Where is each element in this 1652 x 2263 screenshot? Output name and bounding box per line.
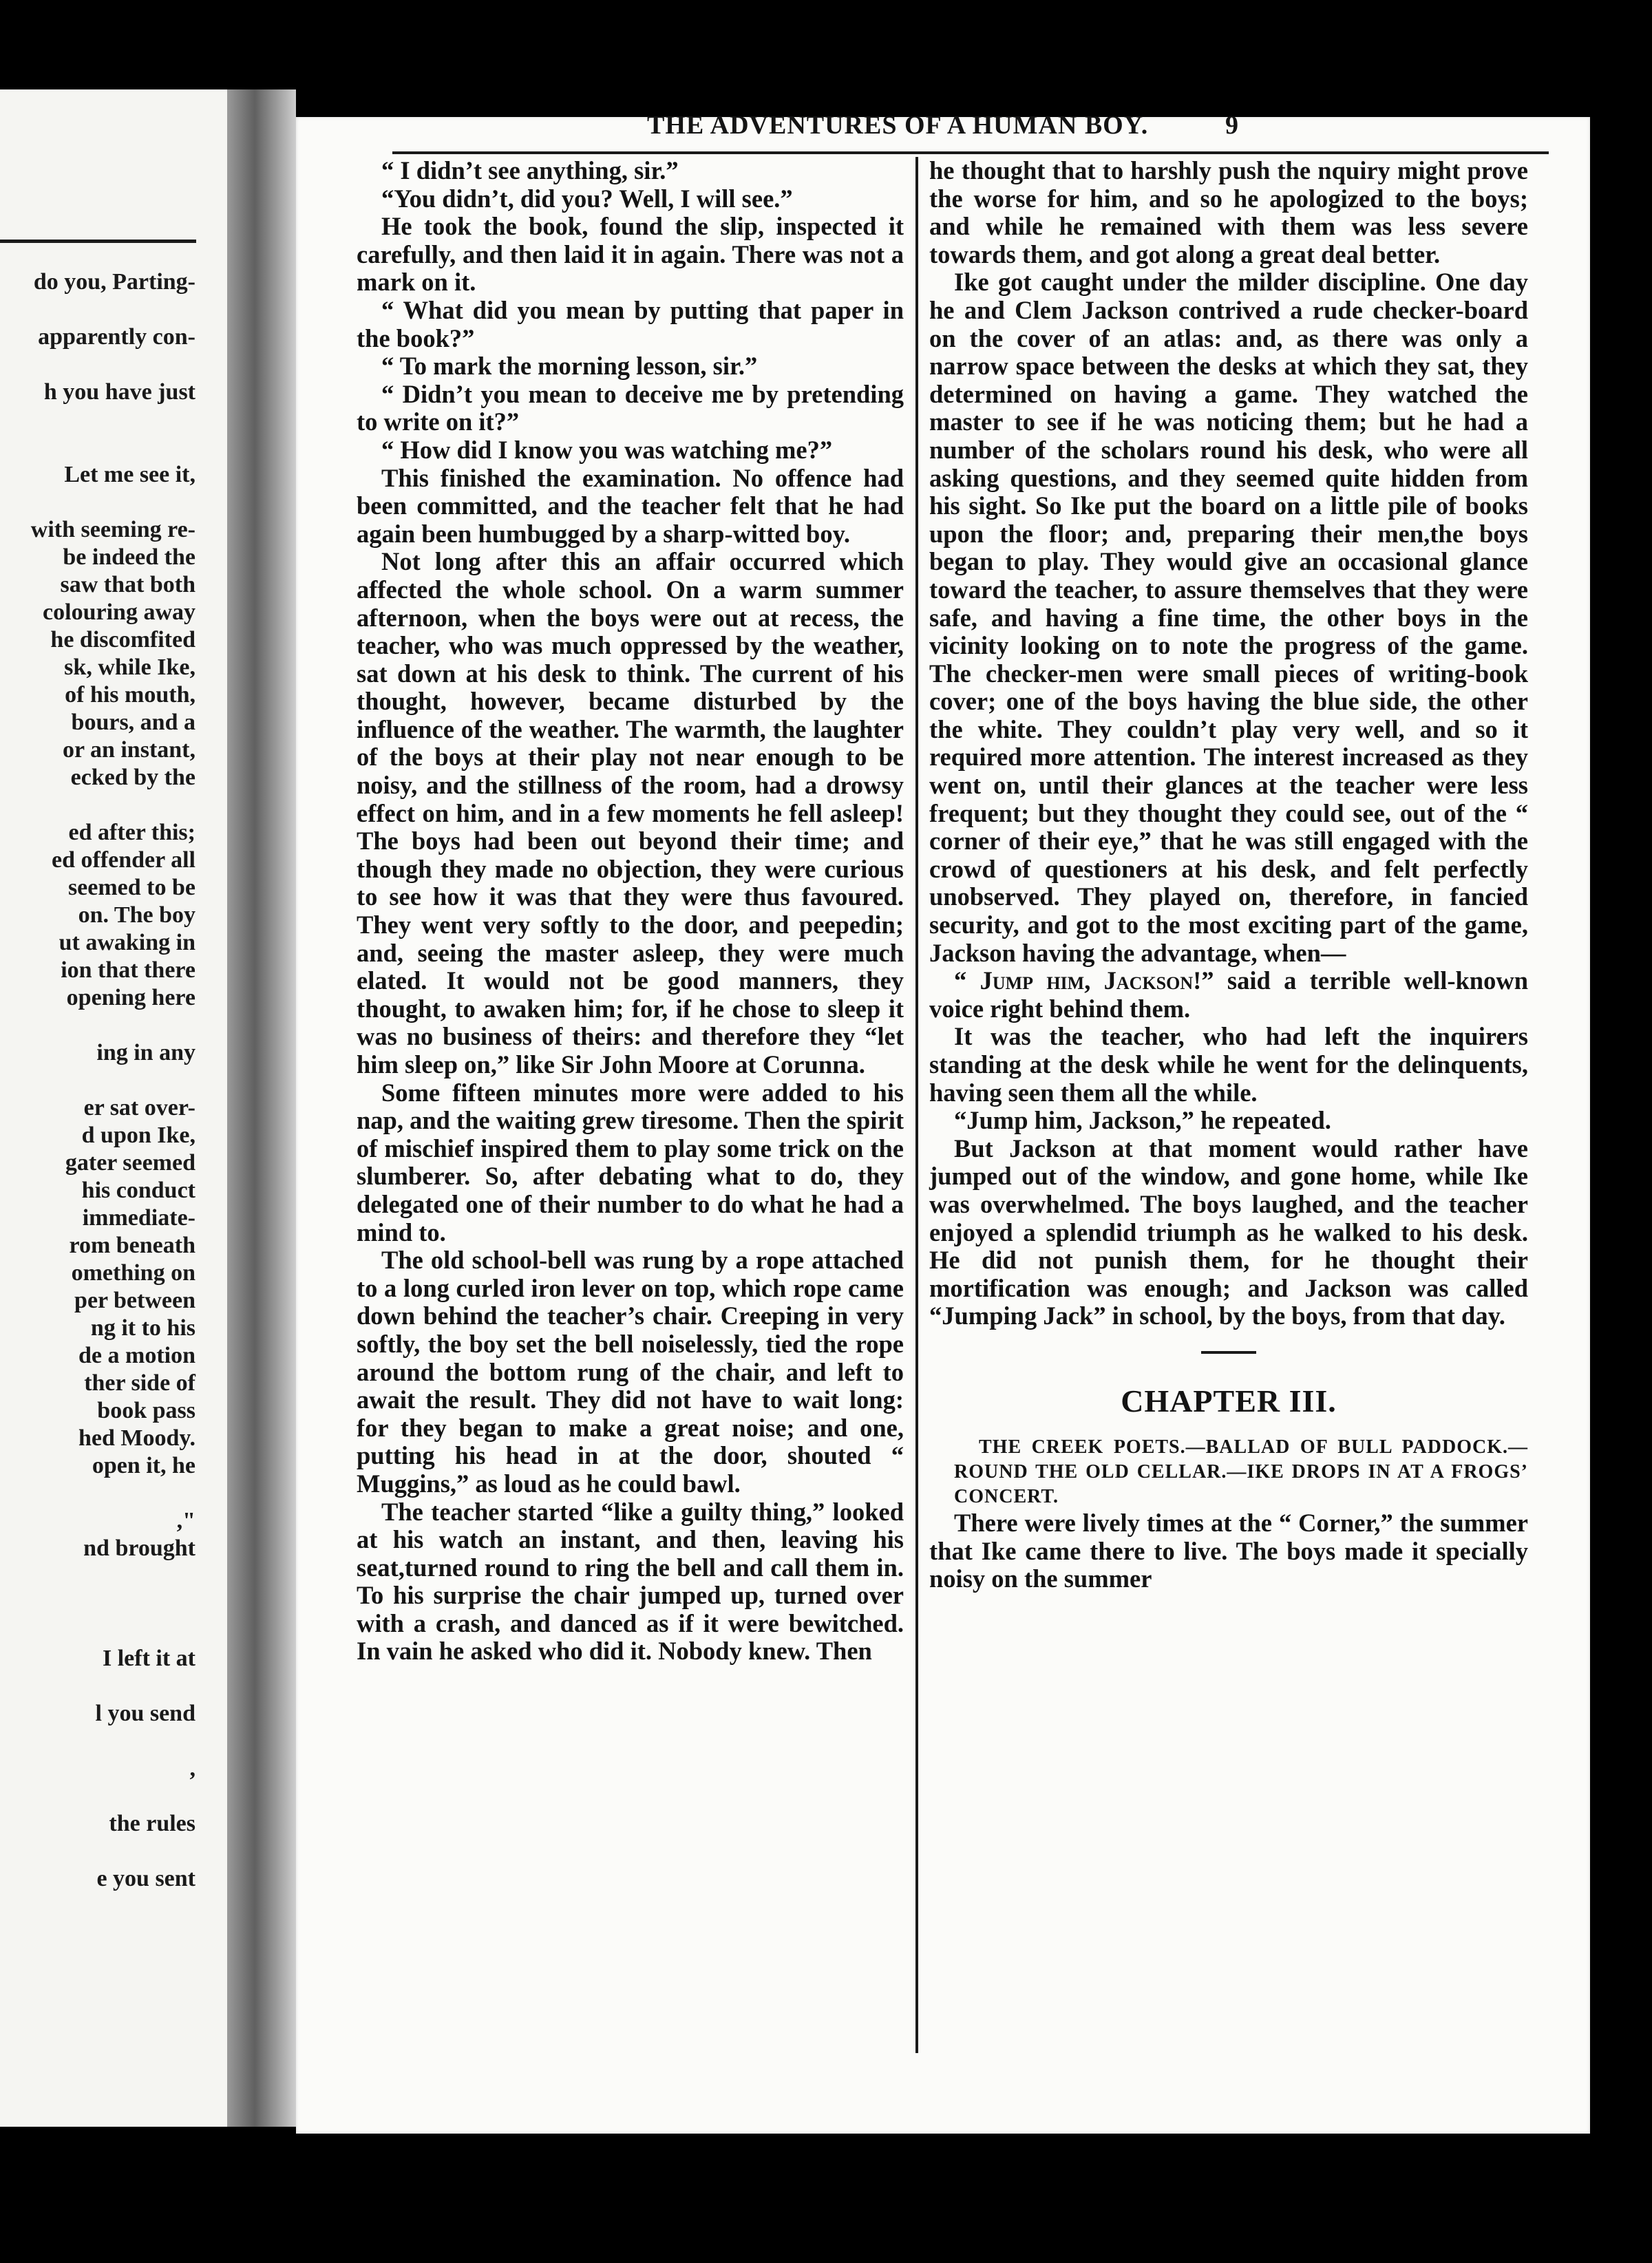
left-page-line: sk, while Ike, (64, 655, 195, 680)
left-page-line: ut awaking in (59, 930, 195, 955)
left-page-line: his conduct (81, 1178, 195, 1203)
left-page-line: de a motion (78, 1343, 195, 1368)
left-page-line: open it, he (92, 1453, 195, 1478)
paragraph: “ Didn’t you mean to deceive me by pretending to write on it?” (357, 379, 904, 436)
paragraph: “ What did you mean by putting that paper in the book?” (357, 295, 904, 352)
paragraph: It was the teacher, who had left the inquirers standing at the desk while he went for the delinquents, having seen them all the while. (929, 1022, 1528, 1107)
left-page-line: rom beneath (69, 1233, 195, 1258)
left-page-line: the rules (109, 1811, 195, 1836)
left-page-line: of his mouth, (65, 682, 195, 708)
left-page-line: ecked by the (70, 765, 195, 790)
left-page-line: ther side of (84, 1370, 195, 1396)
paragraph: “You didn’t, did you? Well, I will see.” (381, 184, 793, 213)
paragraph: The old school-bell was rung by a rope attached to a long curled iron lever on top, which rope came down behind the teacher’s chair. Creeping in very softly, the boy set the bell noiselessly, tied the rope around the bottom rung of the chair, and left to await the result. They did not have to wait long: for they began to make a great noise; and one, putting his head in at the door, shouted “ Muggins,” as loud as he could bawl. (357, 1246, 904, 1498)
jump-him-quote: “ Jump him, Jackson!” (954, 966, 1214, 995)
page-number: 9 (1225, 111, 1239, 140)
left-page-line: I left it at (102, 1646, 195, 1671)
left-page-line: colouring away (43, 599, 195, 625)
left-page-line: per between (74, 1288, 195, 1313)
left-page-line: ed offender all (51, 847, 195, 873)
left-page-line: on. The boy (78, 902, 195, 928)
left-page-line: ng it to his (90, 1315, 195, 1341)
left-page-rule (0, 240, 196, 243)
left-page-line: opening here (66, 985, 195, 1010)
left-page-line: nd brought (83, 1536, 195, 1561)
book-spine (227, 89, 296, 2127)
paragraph: Not long after this an affair occurred which affected the whole school. On a warm summer afternoon, when the boys were out at recess, the teacher, who was much oppressed by the weather, sat down at his desk to think. The current of his thought, however, became disturbed by the influence of the weather. The warmth, the laughter of the boys at their play not near enough to be noisy, and the stillness of the room, had a drowsy effect on him, and in a few moments he fell asleep! The boys had been out beyond their time; and though they made no objection, they were curious to see how it was that they were thus favoured. They went very softly to the door, and peepedin; and, seeing the master asleep, they were much elated. It would not be good manners, they thought, to awaken him; for, if he chose to sleep it was no business of theirs: and therefore they “let him sleep on,” like Sir John Moore at Corunna. (357, 547, 904, 1079)
chapter-heading: CHAPTER III. (1121, 1383, 1337, 1419)
left-page-line: h you have just (43, 379, 195, 405)
paragraph: he thought that to harshly push the nquiry might prove the worse for him, and so he apologized to the boys; and while he remained with them was less severe towards them, and got along a great deal better. (929, 156, 1528, 268)
left-page-line: gater seemed (65, 1150, 195, 1176)
paragraph: Some fifteen minutes more were added to his nap, and the waiting grew tiresome. Then the spirit of mischief inspired them to play some trick on the slumberer. So, after debating what to do, they delegated one of their number to do what he had a mind to. (357, 1078, 904, 1246)
left-page-line: he discomfited (50, 627, 195, 652)
column-divider (915, 157, 918, 2053)
paragraph: The teacher started “like a guilty thing,” looked at his watch an instant, and then, leaving his seat,turned round to ring the bell and call them in. To his surprise the chair jumped up, turned over with a crash, and danced as if it were bewitched. In vain he asked who did it. Nobody knew. Then (357, 1497, 904, 1666)
left-page-line: ion that there (61, 957, 195, 983)
paragraph-jump-him (929, 967, 1528, 1023)
paragraph: He took the book, found the slip, inspected it carefully, and then laid it in again. There was not a mark on it. (357, 212, 904, 297)
left-page-line: , (189, 1756, 195, 1781)
left-page-line: Let me see it, (64, 462, 195, 487)
section-rule (1201, 1351, 1256, 1354)
paragraph: “ How did I know you was watching me?” (381, 435, 833, 464)
paragraph: This finished the examination. No offence had been committed, and the teacher felt that he had again been humbugged by a sharp-witted boy. (357, 463, 904, 548)
header-rule (392, 151, 1549, 154)
left-page-line: l you send (95, 1701, 195, 1726)
left-page-line: e you sent (96, 1866, 195, 1891)
left-page-line: do you, Parting- (33, 269, 195, 295)
jump-him-rest: said a terrible well-known voice right behind them. (929, 966, 1528, 1023)
left-page-line: omething on (71, 1260, 195, 1286)
left-page-line: hed Moody. (78, 1425, 195, 1451)
paragraph: Ike got caught under the milder discipline. One day he and Clem Jackson contrived a rude checker-board on the cover of an atlas: and, as there was only a narrow space between the desks at which they sat, they determined on having a game. They watched the master to see if he was noticing them; but he had a number of the scholars round his desk, who were all asking questions, and they seemed quite hidden from his sight. So Ike put the board on a little pile of books upon the floor; and, preparing their men,the boys began to play. They would give an occasional glance toward the teacher, to assure themselves that they were safe, and having a fine time, the other boys in the vicinity looking on to note the progress of the game. The checker-men were small pieces of writing-book cover; one of the boys having the blue side, the other the white. They couldn’t play very well, and so it required more attention. The interest increased as they went on, until their glances at the teacher were less frequent; but they thought they could see, out of the “ corner of their eye,” that he was still engaged with the crowd of questioners at his desk, and felt perfectly unobserved. They played on, therefore, in fancied security, and got to the most exciting part of the game, Jackson having the advantage, when— (929, 268, 1528, 967)
running-head-title: THE ADVENTURES OF A HUMAN BOY. (647, 111, 1149, 140)
left-page-line: er sat over- (83, 1095, 195, 1120)
left-page-line: ," (176, 1508, 195, 1533)
scan-border (1590, 0, 1652, 2263)
left-page-line: seemed to be (67, 875, 195, 900)
text-column-right (929, 157, 1528, 1593)
left-page-line: immediate- (82, 1205, 195, 1231)
left-page-fragment (0, 89, 227, 2127)
text-column-left (357, 157, 904, 1666)
left-page-line: ing in any (96, 1040, 195, 1065)
left-page-line: with seeming re- (30, 517, 195, 542)
left-page-line: bours, and a (71, 710, 195, 735)
left-page-line: or an instant, (62, 737, 195, 763)
left-page-line: ed after this; (68, 820, 195, 845)
chapter-synopsis: THE CREEK POETS.—BALLAD OF BULL PADDOCK.—ROUND THE OLD CELLAR.—IKE DROPS IN AT A FROGS’ CONCERT. (954, 1436, 1528, 1507)
paragraph: “Jump him, Jackson,” he repeated. (954, 1106, 1331, 1135)
left-page-line: d upon Ike, (81, 1123, 195, 1148)
paragraph: “ To mark the morning lesson, sir.” (381, 352, 758, 381)
paragraph: “ I didn’t see anything, sir.” (381, 156, 679, 184)
left-page-line: apparently con- (38, 324, 195, 350)
left-page-line: be indeed the (63, 544, 195, 570)
left-page-line: saw that both (60, 572, 195, 597)
left-page-line: book pass (97, 1398, 195, 1423)
paragraph: But Jackson at that moment would rather have jumped out of the window, and gone home, while Ike was overwhelmed. The boys laughed, and the teacher enjoyed a splendid triumph as he walked to his desk. He did not punish them, for he thought their mortification was enough; and Jackson was called “Jumping Jack” in school, by the boys, from that day. (929, 1134, 1528, 1330)
chapter-opening-paragraph: There were lively times at the “ Corner,” the summer that Ike came there to live. The boys made it specially noisy on the summer (929, 1508, 1528, 1593)
